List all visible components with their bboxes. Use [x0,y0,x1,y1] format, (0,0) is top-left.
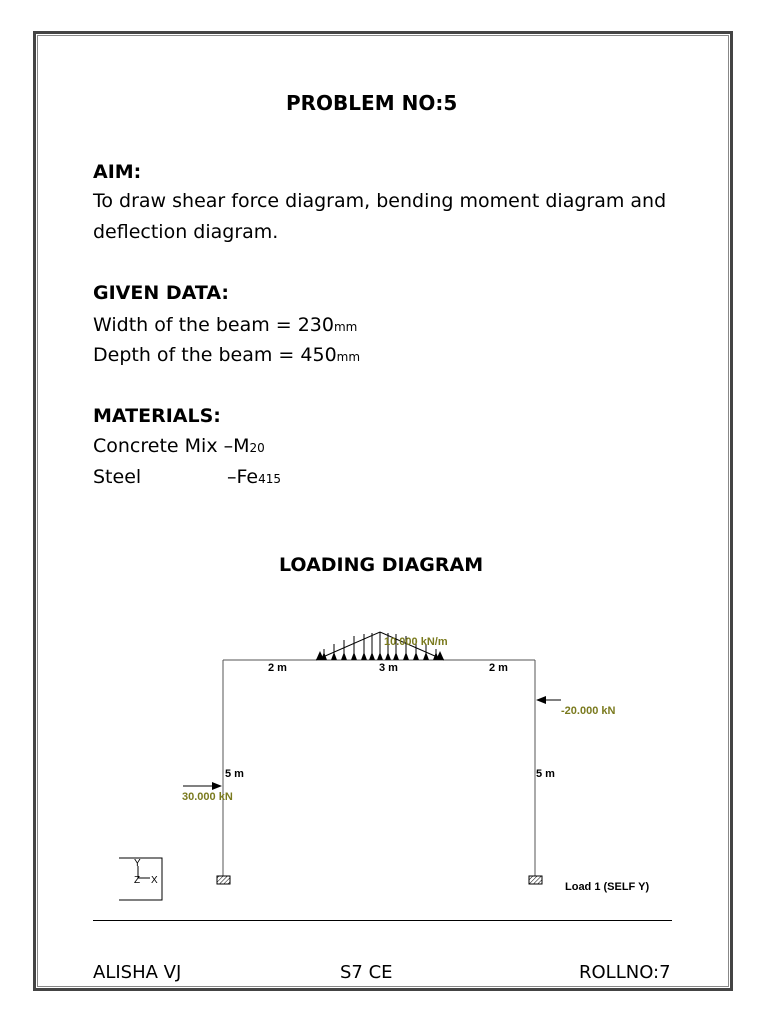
left-height-label: 5 m [225,768,244,780]
page-title: PROBLEM NO:5 [286,91,458,115]
loading-diagram-heading: LOADING DIAGRAM [279,554,484,576]
right-height-label: 5 m [536,768,555,780]
materials-heading: MATERIALS: [93,405,221,427]
udl-label: 10.000 kN/m [384,636,448,648]
materials-concrete-label: Concrete Mix –M [93,435,250,457]
span-right-label: 2 m [489,662,508,674]
left-load-label: 30.000 kN [182,791,233,803]
given-data-heading: GIVEN DATA: [93,282,230,304]
right-fixed-support [529,876,542,884]
footer-class: S7 CE [340,962,393,983]
footer-roll: ROLLNO:7 [579,962,671,983]
given-width-unit: mm [333,320,358,334]
footer-name: ALISHA VJ [93,962,182,983]
frame [223,660,535,876]
materials-steel-grade: 415 [258,472,281,486]
right-point-load-arrow [536,696,561,704]
axis-x-label: X [151,875,158,886]
materials-steel-value: –Fe [227,466,259,488]
materials-steel-label: Steel [93,466,142,488]
right-load-label: -20.000 kN [561,705,616,717]
aim-line-2: deflection diagram. [93,221,279,243]
given-depth-unit: mm [336,350,361,364]
left-fixed-support [217,876,230,884]
axis-z-label: Z [134,875,141,886]
load-case-label: Load 1 (SELF Y) [565,881,650,893]
axis-y-label: Y [134,858,141,869]
left-point-load-arrow [183,782,222,790]
given-width-label: Width of the beam = 230 [93,314,334,336]
footer-divider [93,920,672,921]
materials-concrete-grade: 20 [249,441,265,455]
given-depth-label: Depth of the beam = 450 [93,344,337,366]
span-left-label: 2 m [268,662,287,674]
aim-heading: AIM: [93,161,142,183]
aim-line-1: To draw shear force diagram, bending moment diagram and [93,190,667,212]
span-mid-label: 3 m [379,662,398,674]
